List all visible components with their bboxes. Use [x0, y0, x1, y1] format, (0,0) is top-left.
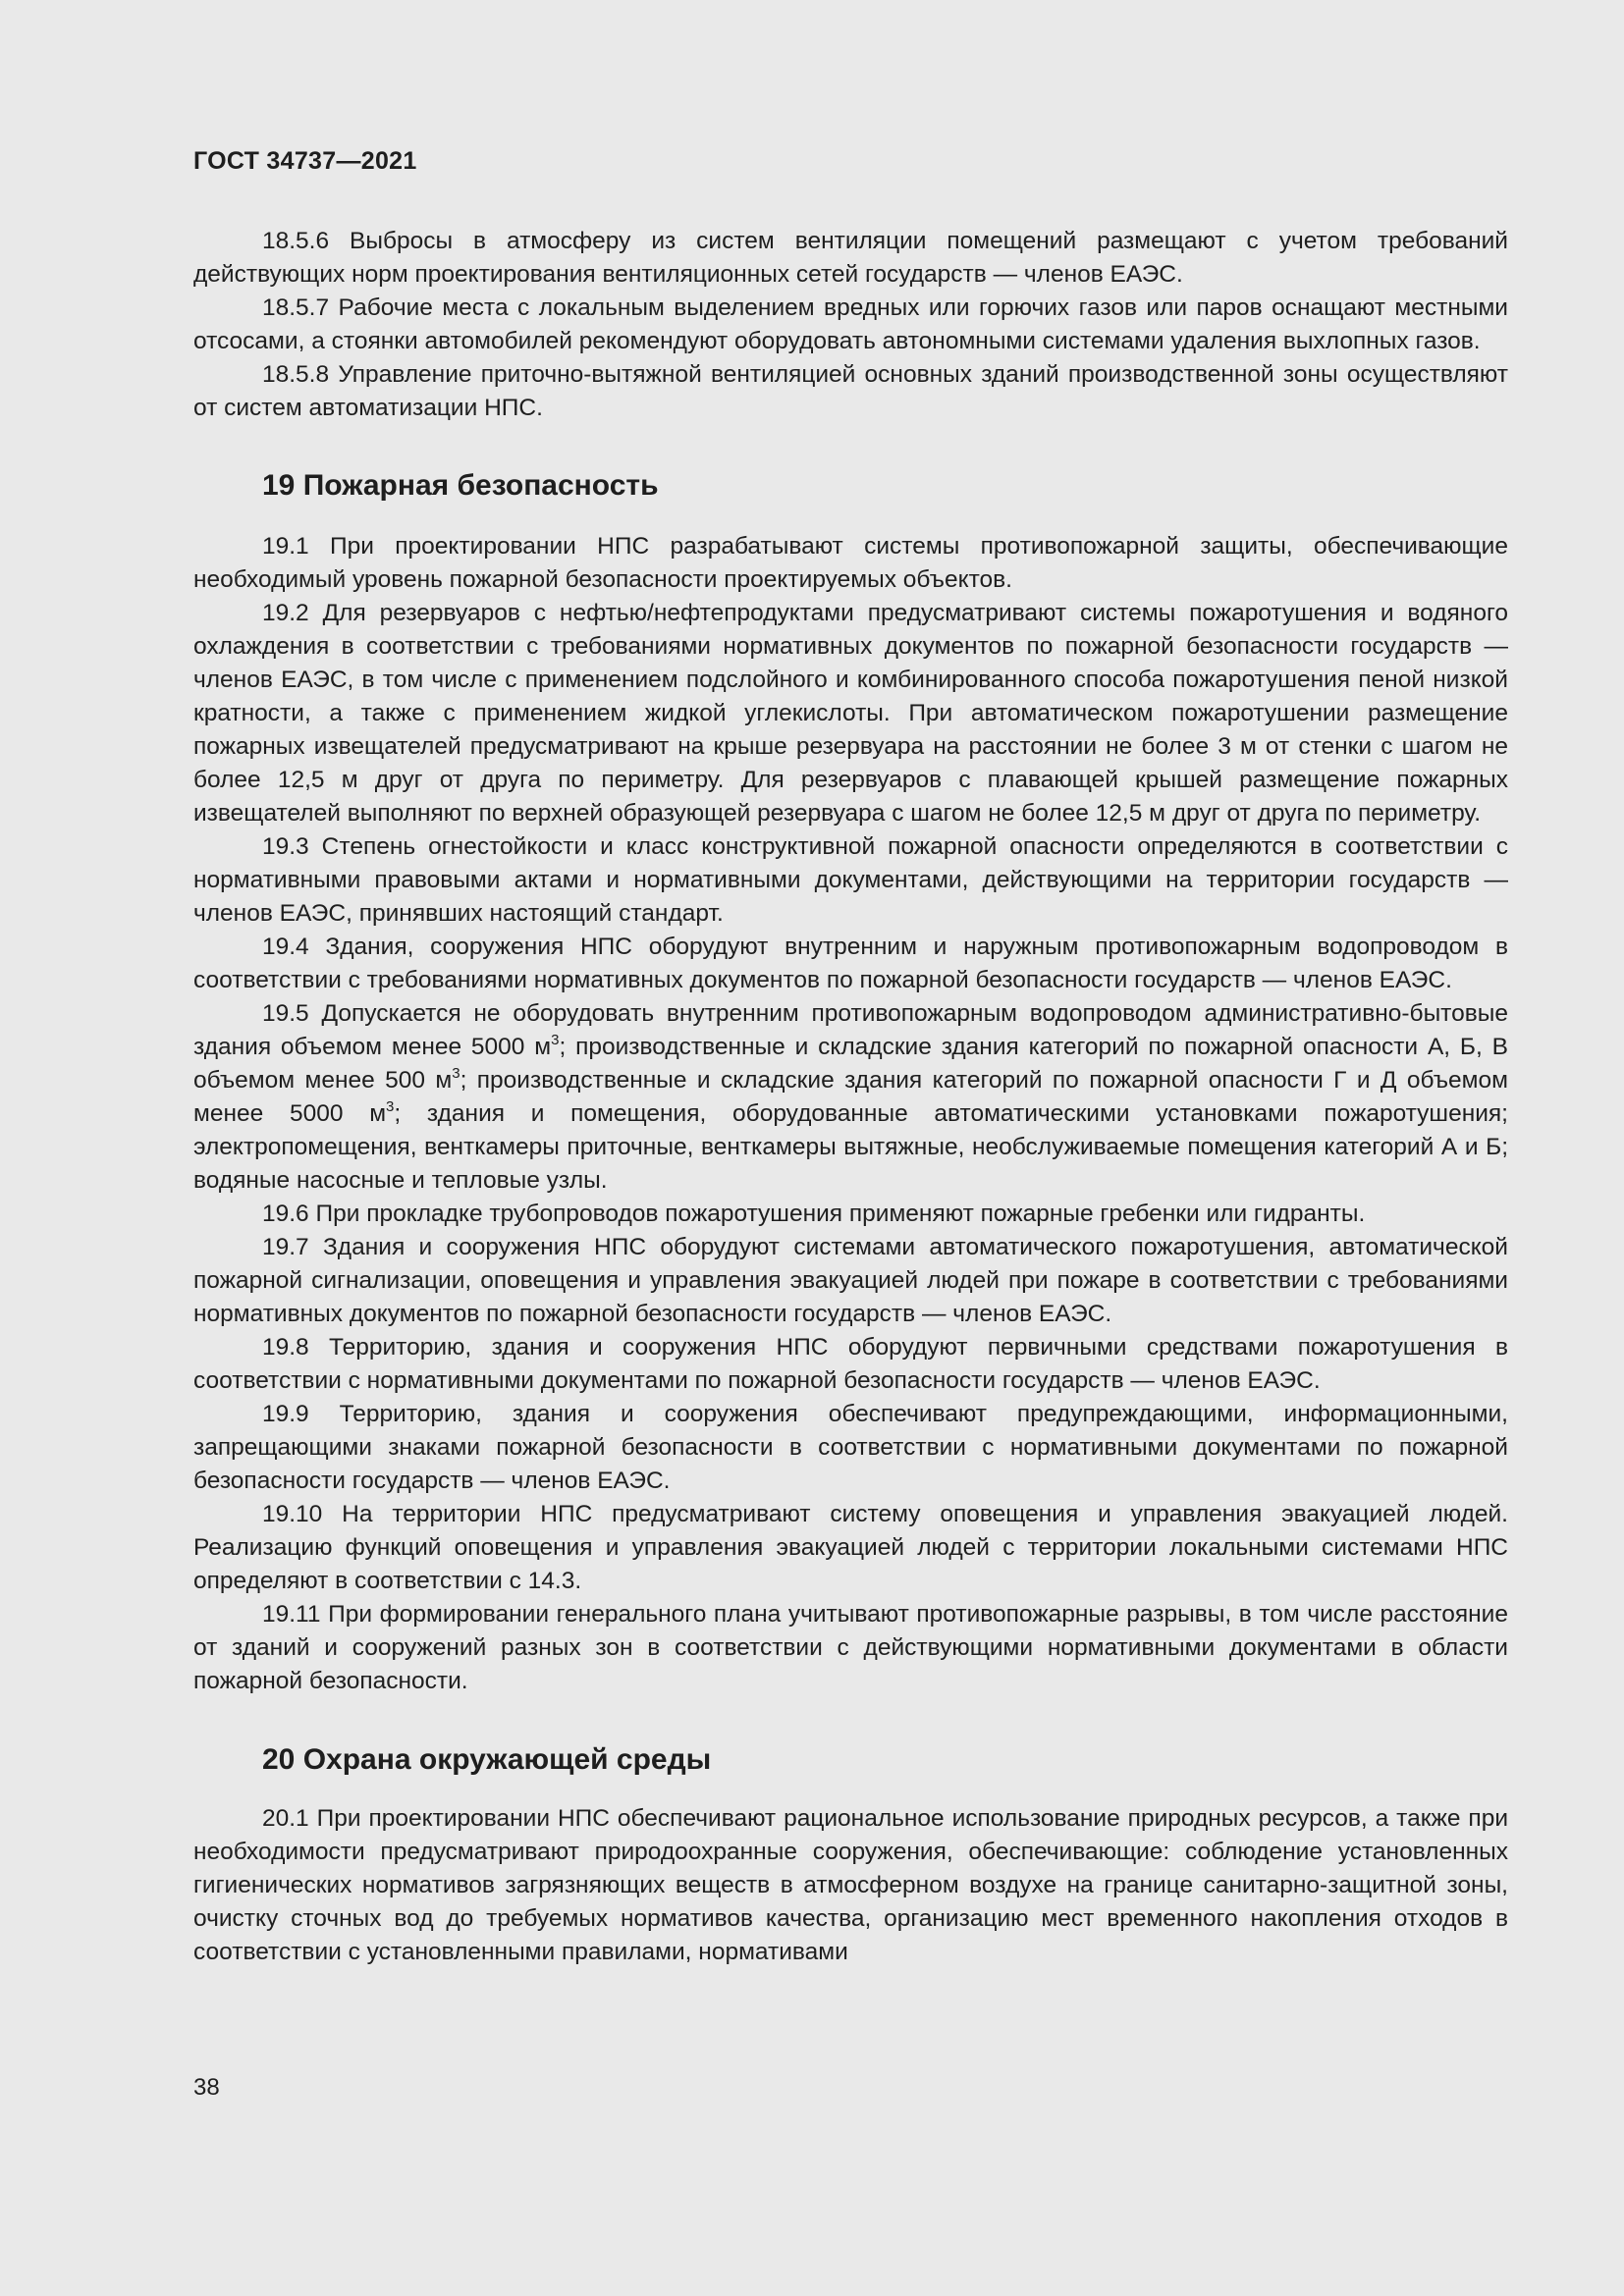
- paragraph-19-7: 19.7 Здания и сооружения НПС оборудуют системами автоматического пожаротушения, автоматической пожарной сигнализации, оповещения и управления эвакуацией людей при пожаре в соответствии с требованиями нормативных документов по пожарной безопасности государств — членов ЕАЭС.: [193, 1234, 1508, 1327]
- paragraph-19-5-part2: ; производственные и складские здания категорий по пожарной опасности А, Б, В объемом менее 500 м: [193, 1034, 1508, 1094]
- section-heading-19: 19 Пожарная безопасность: [262, 469, 659, 502]
- paragraph-18-5-6: 18.5.6 Выбросы в атмосферу из систем вентиляции помещений размещают с учетом требований действующих норм проектирования вентиляционных сетей государств — членов ЕАЭС.: [193, 228, 1508, 288]
- paragraph-18-5-8: 18.5.8 Управление приточно-вытяжной вентиляцией основных зданий производственной зоны осуществляют от систем автоматизации НПС.: [193, 361, 1508, 421]
- paragraph-19-10: 19.10 На территории НПС предусматривают систему оповещения и управления эвакуацией людей. Реализацию функций оповещения и управления эвакуацией людей с территории локальными системами НПС определяют в соответствии с 14.3.: [193, 1501, 1508, 1594]
- paragraph-19-8: 19.8 Территорию, здания и сооружения НПС оборудуют первичными средствами пожаротушения в соответствии с нормативными документами по пожарной безопасности государств — членов ЕАЭС.: [193, 1334, 1508, 1394]
- paragraph-20-1: 20.1 При проектировании НПС обеспечивают рациональное использование природных ресурсов, а также при необходимости предусматривают природоохранные сооружения, обеспечивающие: соблюдение установленных гигиенических нормативов загрязняющих веществ в атмосферном воздухе на границе санитарно-защитной зоны, очистку сточных вод до требуемых нормативов качества, организацию мест временного накопления отходов в соответствии с установленными правилами, нормативами: [193, 1805, 1508, 1965]
- superscript-cubic: 3: [551, 1032, 560, 1048]
- paragraph-19-3: 19.3 Степень огнестойкости и класс конструктивной пожарной опасности определяются в соответствии с нормативными правовыми актами и нормативными документами, действующими на территории государств — членов ЕАЭС, принявших настоящий стандарт.: [193, 833, 1508, 927]
- document-body: [193, 225, 1508, 1969]
- paragraph-19-1: 19.1 При проектировании НПС разрабатывают системы противопожарной защиты, обеспечивающие необходимый уровень пожарной безопасности проектируемых объектов.: [193, 533, 1508, 593]
- paragraph-19-4: 19.4 Здания, сооружения НПС оборудуют внутренним и наружным противопожарным водопроводом в соответствии с требованиями нормативных документов по пожарной безопасности государств — членов ЕАЭС.: [193, 934, 1508, 993]
- paragraph-19-5-part3: ; производственные и складские здания категорий по пожарной опасности Г и Д объемом менее 5000 м: [193, 1067, 1508, 1127]
- paragraph-19-5-part1: 19.5 Допускается не оборудовать внутренним противопожарным водопроводом административно-бытовые здания объемом менее 5000 м: [193, 1000, 1508, 1060]
- paragraph-19-6: 19.6 При прокладке трубопроводов пожаротушения применяют пожарные гребенки или гидранты.: [262, 1201, 1366, 1227]
- superscript-cubic: 3: [386, 1098, 395, 1115]
- paragraph-19-2: 19.2 Для резервуаров с нефтью/нефтепродуктами предусматривают системы пожаротушения и водяного охлаждения в соответствии с требованиями нормативных документов по пожарной безопасности государств — членов ЕАЭС, в том числе с применением подслойного и комбинированного способа пожаротушения пеной низкой кратности, а также с применением жидкой углекислоты. При автоматическом пожаротушении размещение пожарных извещателей предусматривают на крыше резервуара на расстоянии не более 3 м от стенки с шагом не более 12,5 м друг от друга по периметру. Для резервуаров с плавающей крышей размещение пожарных извещателей выполняют по верхней образующей резервуара с шагом не более 12,5 м друг от друга по периметру.: [193, 600, 1508, 827]
- section-heading-20: 20 Охрана окружающей среды: [262, 1743, 712, 1776]
- paragraph-19-9: 19.9 Территорию, здания и сооружения обеспечивают предупреждающими, информационными, запрещающими знаками пожарной безопасности в соответствии с нормативными документами по пожарной безопасности государств — членов ЕАЭС.: [193, 1401, 1508, 1494]
- paragraph-18-5-7: 18.5.7 Рабочие места с локальным выделением вредных или горючих газов или паров оснащают местными отсосами, а стоянки автомобилей рекомендуют оборудовать автономными системами удаления выхлопных газов.: [193, 294, 1508, 354]
- superscript-cubic: 3: [452, 1065, 460, 1082]
- page-number: 38: [193, 2074, 220, 2101]
- paragraph-19-5: [193, 997, 1508, 1198]
- document-header: ГОСТ 34737—2021: [193, 147, 417, 175]
- paragraph-19-5-part4: ; здания и помещения, оборудованные автоматическими установками пожаротушения; электропомещения, венткамеры приточные, венткамеры вытяжные, необслуживаемые помещения категорий А и Б; водяные насосные и тепловые узлы.: [193, 1100, 1508, 1194]
- paragraph-19-11: 19.11 При формировании генерального плана учитывают противопожарные разрывы, в том числе расстояние от зданий и сооружений разных зон в соответствии с действующими нормативными документами в области пожарной безопасности.: [193, 1601, 1508, 1694]
